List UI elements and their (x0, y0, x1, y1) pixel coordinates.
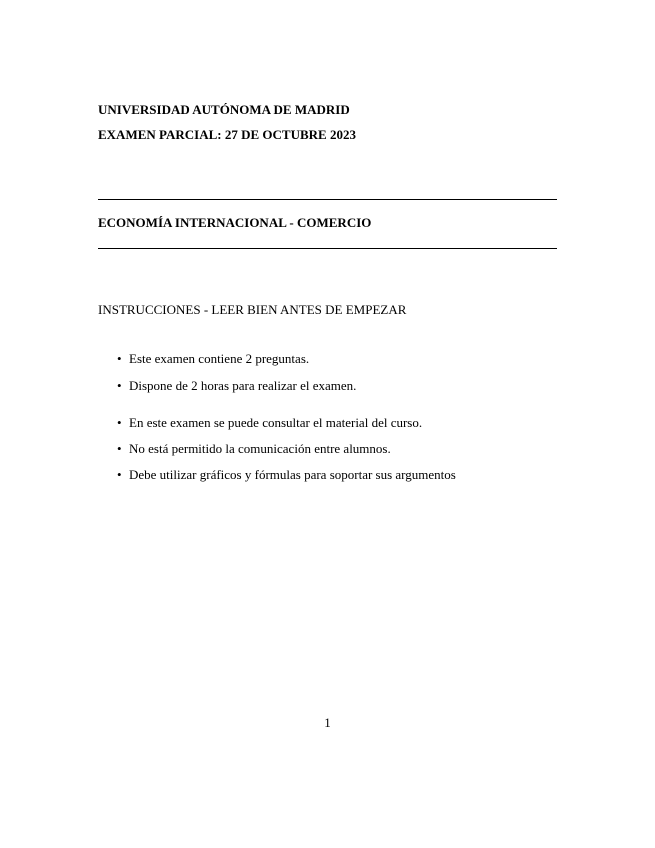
course-title: ECONOMÍA INTERNACIONAL - COMERCIO (98, 215, 372, 230)
exam-date: EXAMEN PARCIAL: 27 DE OCTUBRE 2023 (98, 127, 356, 142)
bullet-icon: • (117, 441, 122, 456)
instruction-item (117, 351, 309, 367)
bullet-icon: • (117, 378, 122, 393)
instruction-text: En este examen se puede consultar el material del curso. (129, 415, 423, 430)
instruction-text: Dispone de 2 horas para realizar el examen. (129, 378, 357, 393)
instruction-text: Debe utilizar gráficos y fórmulas para soportar sus argumentos (129, 467, 456, 482)
instructions-heading: INSTRUCCIONES - LEER BIEN ANTES DE EMPEZAR (98, 302, 407, 317)
bottom-rule (98, 248, 557, 249)
top-rule (98, 199, 557, 200)
university-name: UNIVERSIDAD AUTÓNOMA DE MADRID (98, 102, 350, 117)
instruction-item (117, 467, 456, 483)
instruction-text: Este examen contiene 2 preguntas. (129, 351, 310, 366)
instruction-item (117, 441, 391, 457)
page-number: 1 (324, 715, 331, 730)
instruction-item (117, 415, 422, 431)
bullet-icon: • (117, 351, 122, 366)
bullet-icon: • (117, 415, 122, 430)
bullet-icon: • (117, 467, 122, 482)
instruction-text: No está permitido la comunicación entre alumnos. (129, 441, 391, 456)
instruction-item (117, 378, 356, 394)
